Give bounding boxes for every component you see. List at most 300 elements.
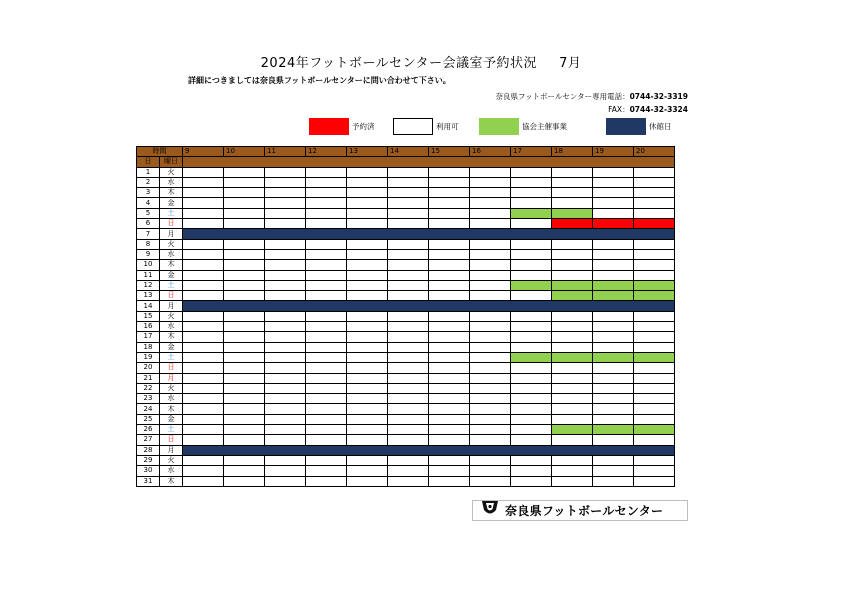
slot-available[interactable] — [593, 404, 634, 414]
slot-available[interactable] — [388, 270, 429, 280]
slot-available[interactable] — [265, 188, 306, 198]
slot-available[interactable] — [429, 198, 470, 208]
slot-available[interactable] — [552, 404, 593, 414]
slot-available[interactable] — [183, 239, 224, 249]
slot-available[interactable] — [306, 167, 347, 177]
slot-available[interactable] — [593, 342, 634, 352]
slot-available[interactable] — [265, 363, 306, 373]
slot-available[interactable] — [265, 425, 306, 435]
slot-available[interactable] — [552, 373, 593, 383]
slot-available[interactable] — [388, 425, 429, 435]
slot-available[interactable] — [429, 249, 470, 259]
slot-available[interactable] — [429, 363, 470, 373]
slot-available[interactable] — [388, 188, 429, 198]
slot-available[interactable] — [347, 219, 388, 229]
slot-available[interactable] — [470, 383, 511, 393]
slot-available[interactable] — [511, 291, 552, 301]
slot-available[interactable] — [429, 177, 470, 187]
slot-available[interactable] — [429, 455, 470, 465]
slot-available[interactable] — [347, 188, 388, 198]
slot-available[interactable] — [634, 188, 675, 198]
slot-booked[interactable] — [552, 219, 593, 229]
slot-available[interactable] — [552, 249, 593, 259]
slot-available[interactable] — [634, 414, 675, 424]
slot-assoc[interactable] — [593, 291, 634, 301]
slot-assoc[interactable] — [634, 280, 675, 290]
slot-available[interactable] — [470, 188, 511, 198]
slot-available[interactable] — [470, 404, 511, 414]
slot-available[interactable] — [470, 249, 511, 259]
slot-available[interactable] — [388, 342, 429, 352]
slot-available[interactable] — [634, 311, 675, 321]
slot-available[interactable] — [347, 280, 388, 290]
slot-available[interactable] — [183, 260, 224, 270]
slot-available[interactable] — [388, 352, 429, 362]
slot-available[interactable] — [593, 249, 634, 259]
slot-available[interactable] — [306, 332, 347, 342]
slot-assoc[interactable] — [552, 208, 593, 218]
slot-available[interactable] — [511, 466, 552, 476]
slot-available[interactable] — [429, 352, 470, 362]
slot-assoc[interactable] — [552, 425, 593, 435]
slot-available[interactable] — [306, 394, 347, 404]
slot-available[interactable] — [306, 414, 347, 424]
slot-available[interactable] — [634, 167, 675, 177]
slot-available[interactable] — [265, 373, 306, 383]
slot-available[interactable] — [634, 342, 675, 352]
slot-available[interactable] — [183, 198, 224, 208]
slot-available[interactable] — [511, 383, 552, 393]
slot-available[interactable] — [511, 342, 552, 352]
slot-available[interactable] — [388, 219, 429, 229]
slot-available[interactable] — [634, 239, 675, 249]
slot-available[interactable] — [593, 270, 634, 280]
slot-available[interactable] — [183, 311, 224, 321]
slot-available[interactable] — [634, 404, 675, 414]
slot-available[interactable] — [183, 352, 224, 362]
slot-available[interactable] — [470, 466, 511, 476]
slot-available[interactable] — [429, 425, 470, 435]
slot-available[interactable] — [306, 373, 347, 383]
slot-available[interactable] — [183, 342, 224, 352]
slot-available[interactable] — [306, 219, 347, 229]
slot-available[interactable] — [552, 332, 593, 342]
slot-available[interactable] — [183, 455, 224, 465]
slot-available[interactable] — [388, 177, 429, 187]
slot-available[interactable] — [593, 260, 634, 270]
slot-available[interactable] — [552, 198, 593, 208]
slot-available[interactable] — [183, 394, 224, 404]
slot-available[interactable] — [224, 352, 265, 362]
slot-available[interactable] — [511, 249, 552, 259]
slot-assoc[interactable] — [511, 280, 552, 290]
slot-available[interactable] — [388, 280, 429, 290]
slot-available[interactable] — [347, 373, 388, 383]
slot-available[interactable] — [388, 167, 429, 177]
slot-available[interactable] — [634, 322, 675, 332]
slot-available[interactable] — [388, 404, 429, 414]
slot-available[interactable] — [429, 291, 470, 301]
slot-available[interactable] — [470, 311, 511, 321]
slot-available[interactable] — [347, 311, 388, 321]
slot-available[interactable] — [634, 177, 675, 187]
slot-available[interactable] — [429, 208, 470, 218]
slot-available[interactable] — [347, 198, 388, 208]
slot-available[interactable] — [306, 363, 347, 373]
slot-available[interactable] — [429, 219, 470, 229]
slot-assoc[interactable] — [511, 352, 552, 362]
slot-available[interactable] — [511, 476, 552, 486]
slot-available[interactable] — [511, 332, 552, 342]
slot-booked[interactable] — [593, 219, 634, 229]
slot-available[interactable] — [306, 352, 347, 362]
slot-available[interactable] — [224, 373, 265, 383]
slot-available[interactable] — [306, 322, 347, 332]
slot-available[interactable] — [183, 332, 224, 342]
slot-available[interactable] — [306, 466, 347, 476]
slot-available[interactable] — [388, 414, 429, 424]
slot-available[interactable] — [593, 394, 634, 404]
slot-available[interactable] — [634, 435, 675, 445]
slot-assoc[interactable] — [552, 352, 593, 362]
slot-available[interactable] — [552, 177, 593, 187]
slot-available[interactable] — [388, 291, 429, 301]
slot-available[interactable] — [183, 404, 224, 414]
slot-available[interactable] — [634, 466, 675, 476]
slot-available[interactable] — [347, 208, 388, 218]
slot-available[interactable] — [183, 383, 224, 393]
slot-available[interactable] — [470, 322, 511, 332]
slot-available[interactable] — [347, 342, 388, 352]
slot-available[interactable] — [265, 322, 306, 332]
slot-available[interactable] — [593, 435, 634, 445]
slot-available[interactable] — [183, 219, 224, 229]
slot-available[interactable] — [593, 177, 634, 187]
slot-available[interactable] — [306, 455, 347, 465]
slot-available[interactable] — [265, 280, 306, 290]
slot-available[interactable] — [224, 291, 265, 301]
slot-available[interactable] — [511, 425, 552, 435]
slot-assoc[interactable] — [634, 425, 675, 435]
slot-assoc[interactable] — [593, 280, 634, 290]
slot-available[interactable] — [224, 425, 265, 435]
slot-available[interactable] — [224, 404, 265, 414]
slot-available[interactable] — [265, 352, 306, 362]
slot-available[interactable] — [552, 383, 593, 393]
slot-available[interactable] — [552, 260, 593, 270]
slot-available[interactable] — [388, 260, 429, 270]
slot-available[interactable] — [265, 394, 306, 404]
slot-available[interactable] — [265, 455, 306, 465]
slot-available[interactable] — [429, 322, 470, 332]
slot-available[interactable] — [265, 342, 306, 352]
slot-available[interactable] — [347, 177, 388, 187]
slot-available[interactable] — [593, 332, 634, 342]
slot-available[interactable] — [183, 414, 224, 424]
slot-available[interactable] — [224, 455, 265, 465]
slot-available[interactable] — [634, 383, 675, 393]
slot-available[interactable] — [593, 208, 634, 218]
slot-available[interactable] — [306, 280, 347, 290]
slot-available[interactable] — [634, 332, 675, 342]
slot-available[interactable] — [593, 383, 634, 393]
slot-available[interactable] — [511, 373, 552, 383]
slot-available[interactable] — [388, 363, 429, 373]
slot-available[interactable] — [552, 239, 593, 249]
slot-available[interactable] — [224, 198, 265, 208]
slot-available[interactable] — [593, 476, 634, 486]
slot-available[interactable] — [552, 394, 593, 404]
slot-available[interactable] — [429, 435, 470, 445]
slot-available[interactable] — [347, 260, 388, 270]
slot-available[interactable] — [511, 455, 552, 465]
slot-available[interactable] — [224, 363, 265, 373]
slot-available[interactable] — [347, 435, 388, 445]
slot-available[interactable] — [388, 311, 429, 321]
slot-available[interactable] — [511, 311, 552, 321]
slot-available[interactable] — [347, 270, 388, 280]
slot-available[interactable] — [306, 342, 347, 352]
slot-available[interactable] — [306, 311, 347, 321]
slot-available[interactable] — [511, 239, 552, 249]
slot-available[interactable] — [183, 208, 224, 218]
slot-available[interactable] — [470, 373, 511, 383]
slot-available[interactable] — [265, 208, 306, 218]
slot-available[interactable] — [470, 352, 511, 362]
slot-available[interactable] — [470, 280, 511, 290]
slot-available[interactable] — [429, 373, 470, 383]
slot-available[interactable] — [306, 291, 347, 301]
slot-available[interactable] — [429, 394, 470, 404]
slot-available[interactable] — [388, 239, 429, 249]
slot-available[interactable] — [306, 383, 347, 393]
slot-available[interactable] — [306, 260, 347, 270]
slot-available[interactable] — [552, 322, 593, 332]
slot-available[interactable] — [347, 455, 388, 465]
slot-available[interactable] — [347, 249, 388, 259]
slot-available[interactable] — [634, 394, 675, 404]
slot-available[interactable] — [470, 239, 511, 249]
slot-available[interactable] — [511, 363, 552, 373]
slot-available[interactable] — [593, 322, 634, 332]
slot-available[interactable] — [265, 219, 306, 229]
slot-available[interactable] — [593, 198, 634, 208]
slot-available[interactable] — [470, 363, 511, 373]
slot-available[interactable] — [470, 414, 511, 424]
slot-available[interactable] — [265, 249, 306, 259]
slot-available[interactable] — [429, 260, 470, 270]
slot-available[interactable] — [265, 291, 306, 301]
slot-available[interactable] — [224, 435, 265, 445]
slot-available[interactable] — [183, 167, 224, 177]
slot-available[interactable] — [306, 208, 347, 218]
slot-available[interactable] — [429, 270, 470, 280]
slot-available[interactable] — [265, 404, 306, 414]
slot-available[interactable] — [429, 239, 470, 249]
slot-available[interactable] — [265, 383, 306, 393]
slot-available[interactable] — [552, 363, 593, 373]
slot-available[interactable] — [429, 311, 470, 321]
slot-available[interactable] — [470, 455, 511, 465]
slot-available[interactable] — [347, 414, 388, 424]
slot-available[interactable] — [306, 239, 347, 249]
slot-available[interactable] — [224, 260, 265, 270]
slot-available[interactable] — [347, 383, 388, 393]
slot-available[interactable] — [470, 435, 511, 445]
slot-available[interactable] — [511, 219, 552, 229]
slot-available[interactable] — [183, 363, 224, 373]
slot-available[interactable] — [634, 476, 675, 486]
slot-assoc[interactable] — [511, 208, 552, 218]
slot-available[interactable] — [265, 270, 306, 280]
slot-available[interactable] — [183, 476, 224, 486]
slot-available[interactable] — [224, 188, 265, 198]
slot-available[interactable] — [347, 476, 388, 486]
slot-booked[interactable] — [634, 219, 675, 229]
slot-available[interactable] — [388, 332, 429, 342]
slot-available[interactable] — [347, 239, 388, 249]
slot-assoc[interactable] — [634, 291, 675, 301]
slot-available[interactable] — [388, 383, 429, 393]
slot-available[interactable] — [552, 167, 593, 177]
slot-available[interactable] — [552, 342, 593, 352]
slot-available[interactable] — [470, 167, 511, 177]
slot-available[interactable] — [183, 270, 224, 280]
slot-available[interactable] — [224, 280, 265, 290]
slot-available[interactable] — [634, 198, 675, 208]
slot-available[interactable] — [593, 363, 634, 373]
slot-available[interactable] — [511, 414, 552, 424]
slot-available[interactable] — [265, 260, 306, 270]
slot-available[interactable] — [347, 404, 388, 414]
slot-available[interactable] — [224, 311, 265, 321]
slot-available[interactable] — [552, 466, 593, 476]
slot-available[interactable] — [183, 373, 224, 383]
slot-available[interactable] — [470, 219, 511, 229]
slot-available[interactable] — [347, 332, 388, 342]
slot-available[interactable] — [388, 476, 429, 486]
slot-available[interactable] — [511, 270, 552, 280]
slot-available[interactable] — [306, 198, 347, 208]
slot-available[interactable] — [265, 198, 306, 208]
slot-available[interactable] — [429, 476, 470, 486]
slot-available[interactable] — [470, 476, 511, 486]
slot-available[interactable] — [224, 249, 265, 259]
slot-available[interactable] — [429, 280, 470, 290]
slot-available[interactable] — [265, 476, 306, 486]
slot-available[interactable] — [388, 208, 429, 218]
slot-assoc[interactable] — [593, 425, 634, 435]
slot-available[interactable] — [593, 239, 634, 249]
slot-available[interactable] — [347, 322, 388, 332]
slot-available[interactable] — [511, 394, 552, 404]
slot-available[interactable] — [552, 414, 593, 424]
slot-available[interactable] — [552, 455, 593, 465]
slot-available[interactable] — [183, 425, 224, 435]
slot-available[interactable] — [634, 260, 675, 270]
slot-available[interactable] — [306, 404, 347, 414]
slot-available[interactable] — [306, 249, 347, 259]
slot-available[interactable] — [388, 198, 429, 208]
slot-available[interactable] — [265, 239, 306, 249]
slot-available[interactable] — [183, 249, 224, 259]
slot-available[interactable] — [429, 188, 470, 198]
slot-assoc[interactable] — [552, 280, 593, 290]
slot-available[interactable] — [593, 466, 634, 476]
slot-available[interactable] — [265, 435, 306, 445]
slot-available[interactable] — [183, 280, 224, 290]
slot-available[interactable] — [552, 311, 593, 321]
slot-available[interactable] — [511, 322, 552, 332]
slot-assoc[interactable] — [552, 291, 593, 301]
slot-available[interactable] — [224, 270, 265, 280]
slot-available[interactable] — [224, 167, 265, 177]
slot-available[interactable] — [552, 270, 593, 280]
slot-available[interactable] — [265, 414, 306, 424]
slot-available[interactable] — [388, 455, 429, 465]
slot-available[interactable] — [593, 373, 634, 383]
slot-available[interactable] — [347, 363, 388, 373]
slot-available[interactable] — [593, 311, 634, 321]
slot-available[interactable] — [593, 455, 634, 465]
slot-available[interactable] — [511, 435, 552, 445]
slot-available[interactable] — [347, 466, 388, 476]
slot-available[interactable] — [634, 270, 675, 280]
slot-available[interactable] — [224, 332, 265, 342]
slot-available[interactable] — [634, 455, 675, 465]
slot-available[interactable] — [429, 404, 470, 414]
slot-available[interactable] — [388, 249, 429, 259]
slot-available[interactable] — [429, 342, 470, 352]
slot-available[interactable] — [429, 167, 470, 177]
slot-available[interactable] — [511, 260, 552, 270]
slot-available[interactable] — [429, 383, 470, 393]
slot-available[interactable] — [470, 270, 511, 280]
slot-available[interactable] — [347, 425, 388, 435]
slot-available[interactable] — [224, 383, 265, 393]
slot-available[interactable] — [306, 270, 347, 280]
slot-available[interactable] — [552, 476, 593, 486]
slot-available[interactable] — [224, 322, 265, 332]
slot-available[interactable] — [347, 394, 388, 404]
slot-available[interactable] — [470, 332, 511, 342]
slot-available[interactable] — [265, 177, 306, 187]
slot-available[interactable] — [388, 435, 429, 445]
slot-available[interactable] — [470, 260, 511, 270]
slot-available[interactable] — [470, 208, 511, 218]
slot-available[interactable] — [224, 342, 265, 352]
slot-available[interactable] — [388, 373, 429, 383]
slot-available[interactable] — [429, 332, 470, 342]
slot-available[interactable] — [388, 322, 429, 332]
slot-available[interactable] — [552, 188, 593, 198]
slot-assoc[interactable] — [593, 352, 634, 362]
slot-available[interactable] — [306, 177, 347, 187]
slot-available[interactable] — [265, 167, 306, 177]
slot-available[interactable] — [388, 394, 429, 404]
slot-available[interactable] — [224, 414, 265, 424]
slot-available[interactable] — [634, 373, 675, 383]
slot-available[interactable] — [388, 466, 429, 476]
slot-available[interactable] — [470, 198, 511, 208]
slot-available[interactable] — [552, 435, 593, 445]
slot-available[interactable] — [183, 435, 224, 445]
slot-available[interactable] — [593, 188, 634, 198]
slot-available[interactable] — [470, 425, 511, 435]
slot-available[interactable] — [511, 198, 552, 208]
slot-available[interactable] — [470, 342, 511, 352]
slot-assoc[interactable] — [634, 352, 675, 362]
